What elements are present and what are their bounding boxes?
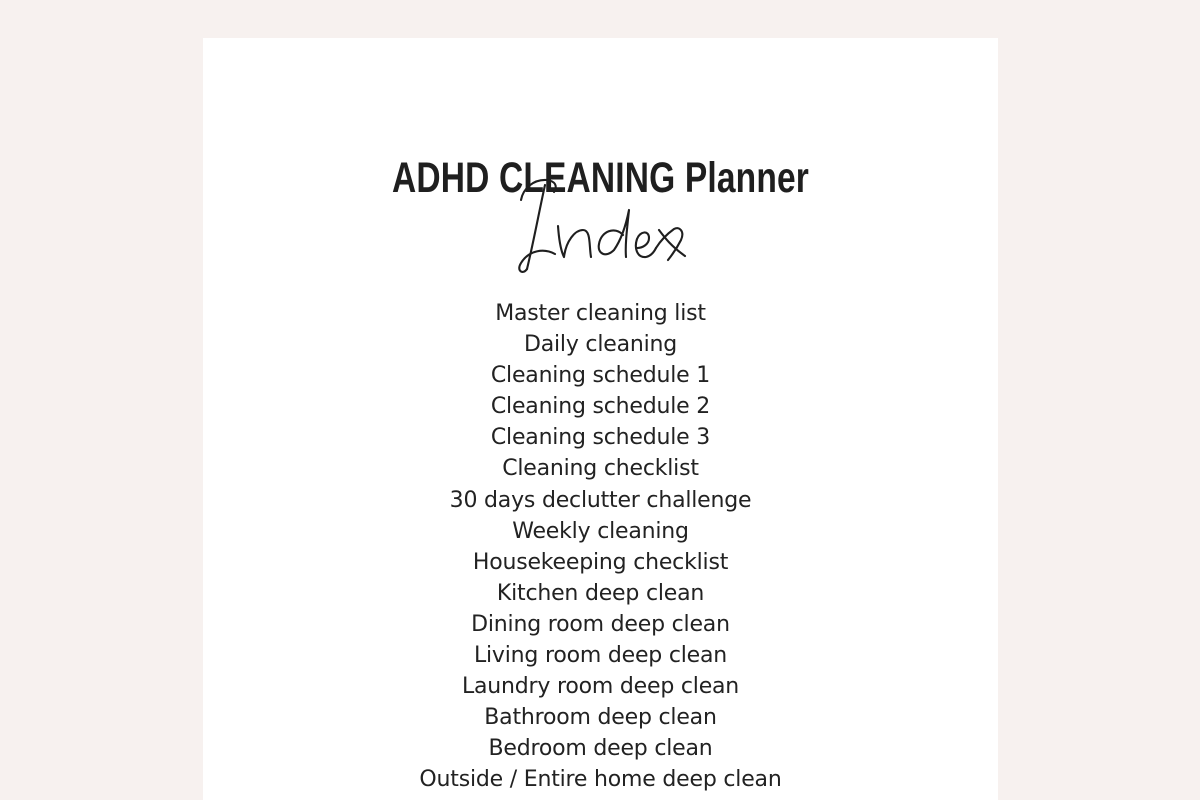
list-item: Cleaning schedule 3 [490,425,711,451]
index-script-lettering [503,168,698,278]
list-item: Daily cleaning [523,332,678,358]
planner-title: ADHD CLEANING Planner [392,154,809,202]
list-item: Cleaning schedule 1 [490,363,711,389]
list-item: Kitchen deep clean [496,580,705,606]
list-item: Dining room deep clean [471,611,730,637]
list-item: Outside / Entire home deep clean [419,767,782,793]
list-item: Housekeeping checklist [472,549,729,575]
list-item: Master cleaning list [495,301,706,326]
list-item: Bedroom deep clean [488,736,713,762]
list-item: Living room deep clean [473,643,728,669]
list-item: Bathroom deep clean [484,705,717,731]
list-item: Weekly cleaning [512,518,689,544]
list-item: 30 days declutter challenge [449,487,752,513]
list-item: Laundry room deep clean [461,674,740,700]
index-list [203,298,998,796]
list-item: Cleaning schedule 2 [490,394,711,420]
list-item: Cleaning checklist [502,456,699,482]
index-heading [503,168,698,278]
planner-page [203,38,998,800]
